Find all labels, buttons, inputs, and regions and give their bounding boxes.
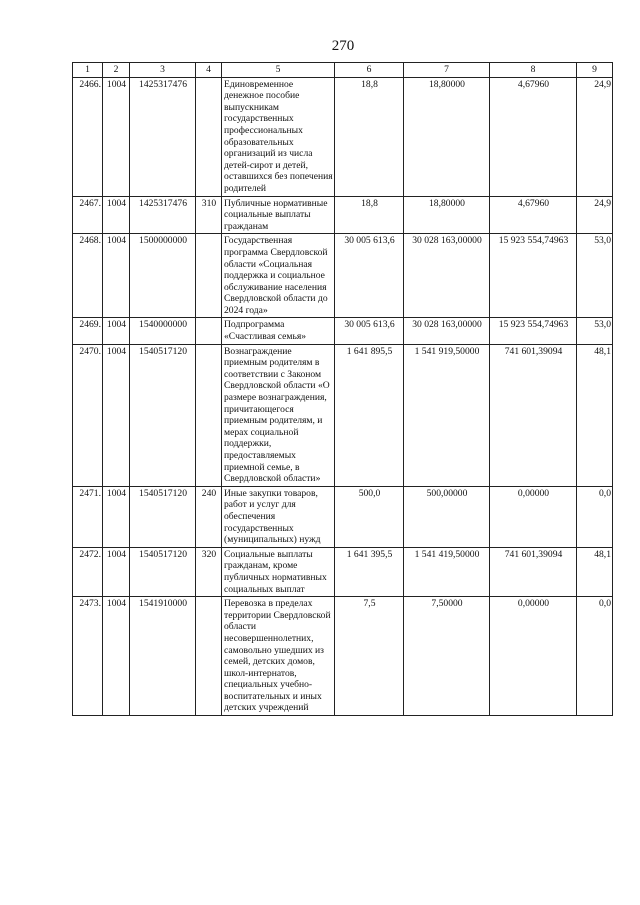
row-number-cell: 2466. (73, 77, 103, 196)
approved-amount-cell: 1 641 895,5 (335, 344, 404, 486)
target-code-cell: 1425317476 (130, 77, 196, 196)
item-name-cell: Единовременное денежное пособие выпускникам государственных профессиональных образовательных организаций из числа детей-сирот и детей, оставшихся без попечения родителей (222, 77, 335, 196)
executed-amount-cell: 0,00000 (490, 486, 577, 547)
column-header-row (73, 63, 613, 78)
column-header: 3 (130, 63, 196, 78)
revised-amount-cell: 30 028 163,00000 (404, 234, 490, 318)
table-row (73, 344, 613, 486)
column-header: 6 (335, 63, 404, 78)
item-name-cell: Вознаграждение приемным родителям в соответствии с Законом Свердловской области «О размере вознаграждения, причитающегося приемным родителям, и мерах социальной поддержки, предоставляемых приемной семье, в Свердловской области» (222, 344, 335, 486)
row-number-cell: 2470. (73, 344, 103, 486)
executed-amount-cell: 0,00000 (490, 597, 577, 716)
approved-amount-cell: 7,5 (335, 597, 404, 716)
table-row (73, 547, 613, 596)
item-name-cell: Иные закупки товаров, работ и услуг для обеспечения государственных (муниципальных) нужд (222, 486, 335, 547)
approved-amount-cell: 1 641 395,5 (335, 547, 404, 596)
executed-amount-cell: 4,67960 (490, 196, 577, 234)
row-number-cell: 2468. (73, 234, 103, 318)
executed-amount-cell: 4,67960 (490, 77, 577, 196)
column-header: 4 (196, 63, 222, 78)
column-header: 7 (404, 63, 490, 78)
target-code-cell: 1540517120 (130, 547, 196, 596)
table-row (73, 486, 613, 547)
section-code-cell: 1004 (103, 344, 130, 486)
approved-amount-cell: 30 005 613,6 (335, 318, 404, 344)
revised-amount-cell: 18,80000 (404, 196, 490, 234)
section-code-cell: 1004 (103, 196, 130, 234)
execution-percent-cell: 24,9 (577, 77, 613, 196)
expense-kind-cell: 320 (196, 547, 222, 596)
expense-kind-cell (196, 234, 222, 318)
table-row (73, 77, 613, 196)
executed-amount-cell: 15 923 554,74963 (490, 318, 577, 344)
revised-amount-cell: 1 541 419,50000 (404, 547, 490, 596)
execution-percent-cell: 0,0 (577, 597, 613, 716)
execution-percent-cell: 48,1 (577, 547, 613, 596)
table-row (73, 196, 613, 234)
section-code-cell: 1004 (103, 486, 130, 547)
item-name-cell: Социальные выплаты гражданам, кроме публичных нормативных социальных выплат (222, 547, 335, 596)
target-code-cell: 1540517120 (130, 344, 196, 486)
approved-amount-cell: 500,0 (335, 486, 404, 547)
column-header: 9 (577, 63, 613, 78)
target-code-cell: 1540517120 (130, 486, 196, 547)
section-code-cell: 1004 (103, 234, 130, 318)
target-code-cell: 1540000000 (130, 318, 196, 344)
table-row (73, 234, 613, 318)
row-number-cell: 2469. (73, 318, 103, 344)
section-code-cell: 1004 (103, 597, 130, 716)
row-number-cell: 2471. (73, 486, 103, 547)
table-body (73, 77, 613, 715)
execution-percent-cell: 0,0 (577, 486, 613, 547)
row-number-cell: 2473. (73, 597, 103, 716)
executed-amount-cell: 741 601,39094 (490, 344, 577, 486)
executed-amount-cell: 741 601,39094 (490, 547, 577, 596)
item-name-cell: Публичные нормативные социальные выплаты гражданам (222, 196, 335, 234)
row-number-cell: 2472. (73, 547, 103, 596)
table-row (73, 597, 613, 716)
page-number: 270 (331, 38, 355, 54)
row-number-cell: 2467. (73, 196, 103, 234)
revised-amount-cell: 1 541 919,50000 (404, 344, 490, 486)
target-code-cell: 1541910000 (130, 597, 196, 716)
approved-amount-cell: 18,8 (335, 77, 404, 196)
section-code-cell: 1004 (103, 547, 130, 596)
execution-percent-cell: 24,9 (577, 196, 613, 234)
target-code-cell: 1500000000 (130, 234, 196, 318)
executed-amount-cell: 15 923 554,74963 (490, 234, 577, 318)
budget-table (72, 62, 613, 716)
expense-kind-cell (196, 597, 222, 716)
revised-amount-cell: 30 028 163,00000 (404, 318, 490, 344)
execution-percent-cell: 53,0 (577, 318, 613, 344)
column-header: 1 (73, 63, 103, 78)
revised-amount-cell: 500,00000 (404, 486, 490, 547)
item-name-cell: Государственная программа Свердловской области «Социальная поддержка и социальное обслуживание населения Свердловской области до 2024 года» (222, 234, 335, 318)
expense-kind-cell: 310 (196, 196, 222, 234)
expense-kind-cell: 240 (196, 486, 222, 547)
column-header: 2 (103, 63, 130, 78)
approved-amount-cell: 30 005 613,6 (335, 234, 404, 318)
section-code-cell: 1004 (103, 318, 130, 344)
column-header: 8 (490, 63, 577, 78)
revised-amount-cell: 7,50000 (404, 597, 490, 716)
expense-kind-cell (196, 318, 222, 344)
revised-amount-cell: 18,80000 (404, 77, 490, 196)
target-code-cell: 1425317476 (130, 196, 196, 234)
execution-percent-cell: 48,1 (577, 344, 613, 486)
expense-kind-cell (196, 77, 222, 196)
column-header: 5 (222, 63, 335, 78)
item-name-cell: Подпрограмма «Счастливая семья» (222, 318, 335, 344)
execution-percent-cell: 53,0 (577, 234, 613, 318)
approved-amount-cell: 18,8 (335, 196, 404, 234)
section-code-cell: 1004 (103, 77, 130, 196)
expense-kind-cell (196, 344, 222, 486)
item-name-cell: Перевозка в пределах территории Свердловской области несовершеннолетних, самовольно ушедших из семей, детских домов, школ-интернатов, специальных учебно-воспитательных и иных детских учреждений (222, 597, 335, 716)
table-row (73, 318, 613, 344)
